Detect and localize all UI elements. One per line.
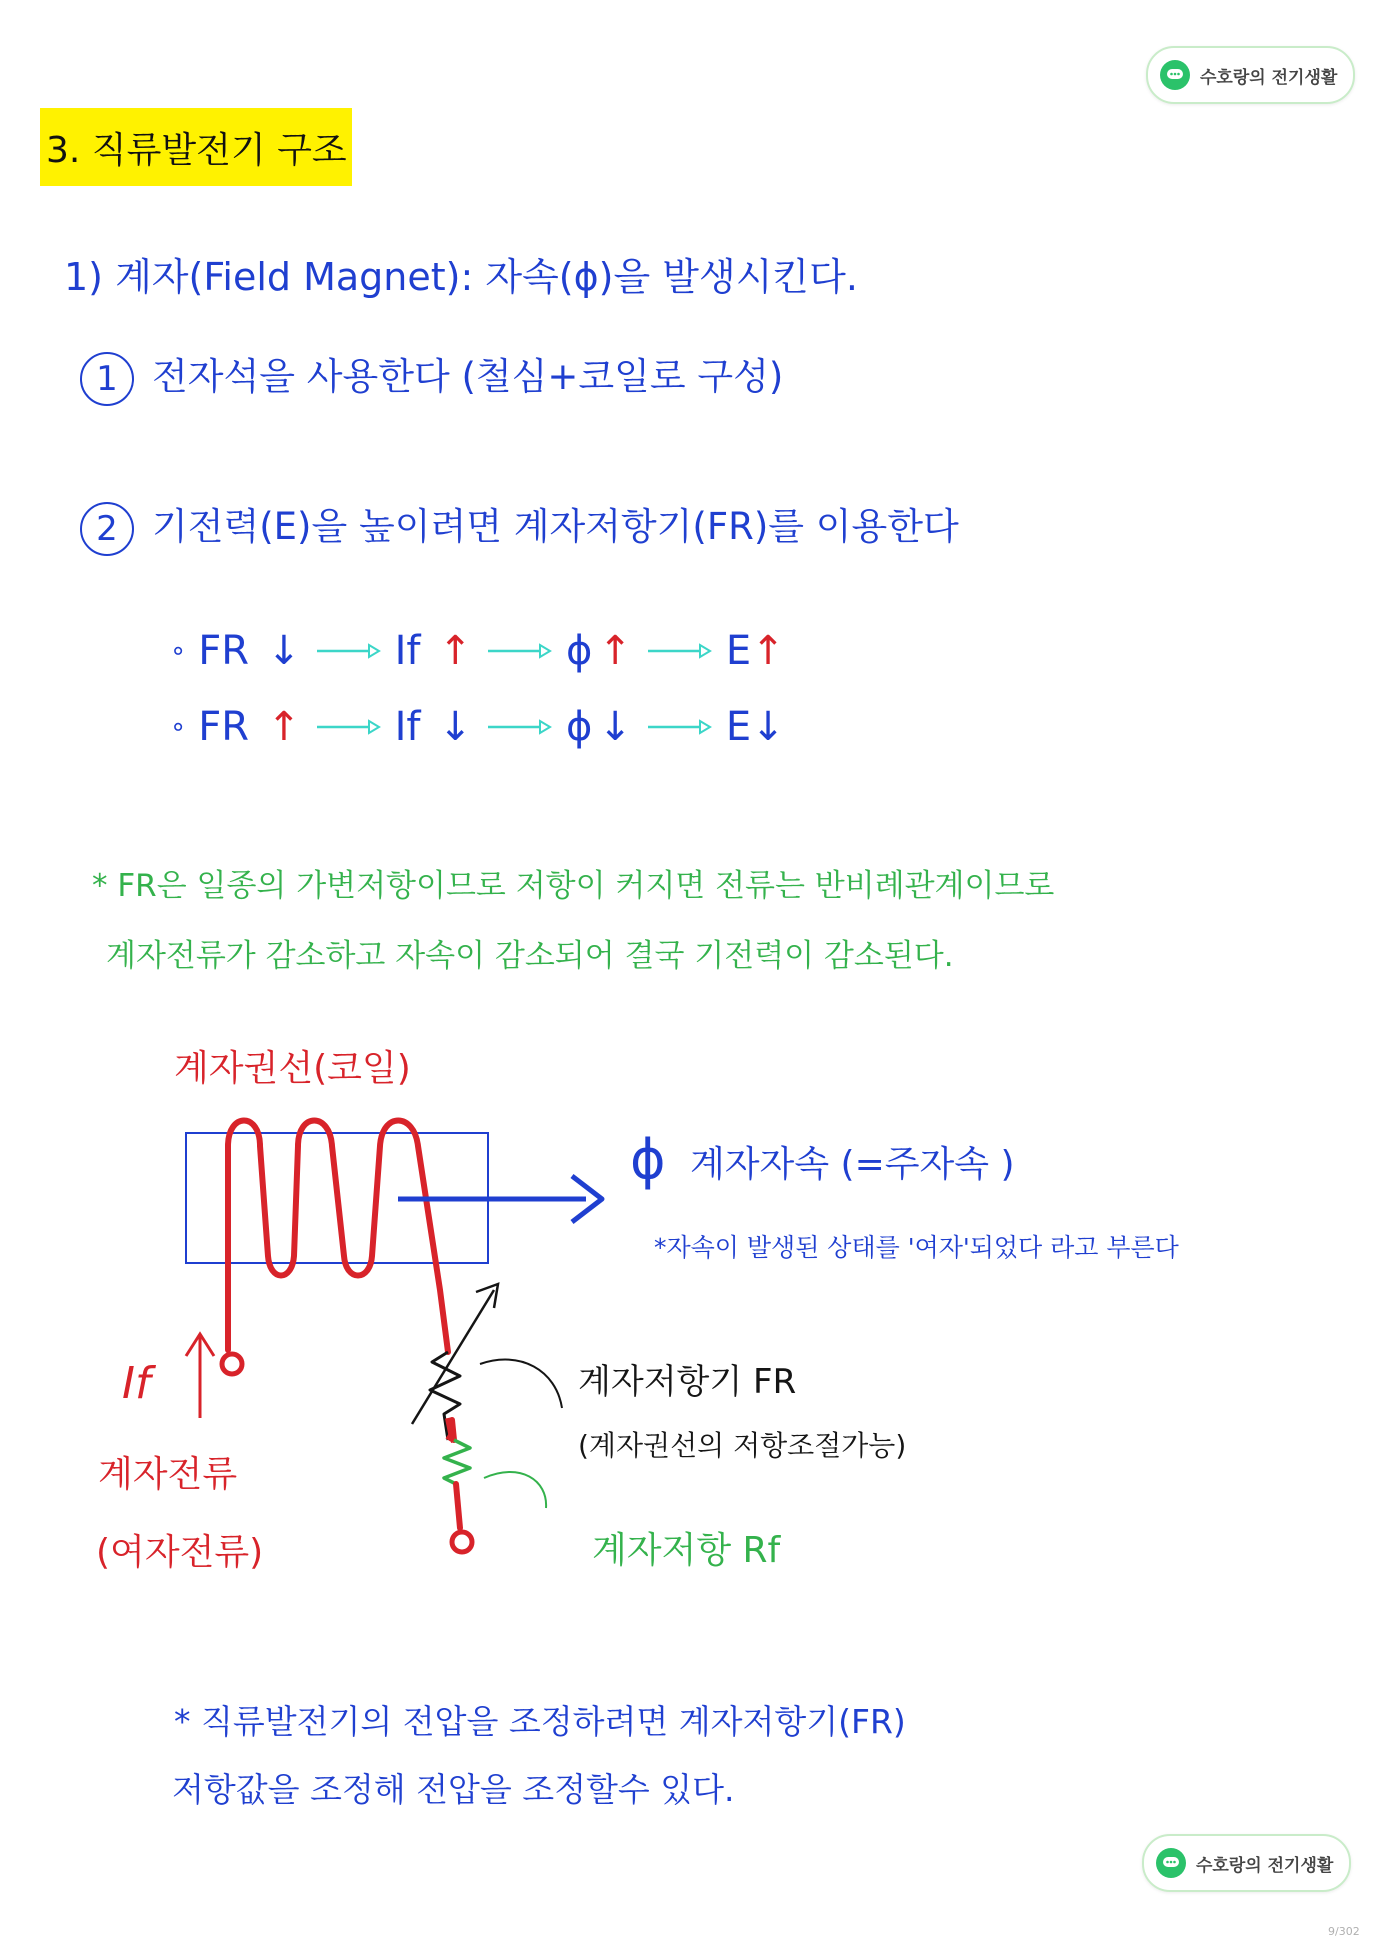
brand-badge-text: 수호랑의 전기생활: [1196, 1855, 1334, 1876]
footer-line-2: 저항값을 조정해 전압을 조정할수 있다.: [172, 1770, 735, 1809]
field-current-label: 계자전류: [98, 1454, 238, 1495]
flow-arrow-icon: [315, 717, 381, 737]
flow-row-2: ∘ FR ↑ If ↓ ϕ ↓ E ↓: [170, 704, 785, 750]
rf-leader-line: [484, 1472, 546, 1508]
brand-badge-bottom: [1142, 1834, 1351, 1892]
flow1-phi-arrow: ↑: [598, 628, 632, 674]
flow2-e-arrow: ↓: [751, 704, 785, 750]
flow1-if: If: [394, 628, 421, 674]
flow2-phi: ϕ: [566, 704, 593, 750]
flow-arrow-icon: [486, 641, 552, 661]
point2-number: 2: [80, 502, 134, 556]
variable-arrow-icon: [412, 1290, 494, 1424]
excite-current-label: (여자전류): [96, 1532, 264, 1573]
flow1-fr-arrow: ↓: [267, 628, 301, 674]
flow1-fr: FR: [198, 628, 250, 674]
flow2-if-arrow: ↓: [438, 704, 473, 750]
point1-text: 전자석을 사용한다 (철심+코일로 구성): [152, 355, 784, 398]
coil-label: 계자권선(코일): [174, 1048, 411, 1089]
brand-badge-top: [1146, 46, 1355, 104]
item1-heading: 1) 계자(Field Magnet): 자속(ϕ)을 발생시킨다.: [64, 255, 858, 299]
fr-leader-line: [480, 1360, 562, 1408]
point2-row: [80, 496, 959, 556]
field-winding-coil: [228, 1121, 448, 1353]
footer-line-1: * 직류발전기의 전압을 조정하려면 계자저항기(FR): [174, 1702, 906, 1741]
section-title: 3. 직류발전기 구조: [40, 108, 352, 186]
flux-label: 계자자속 (=주자속 ): [690, 1144, 1015, 1185]
right-terminal: [452, 1532, 472, 1552]
rf-label: 계자저항 Rf: [592, 1530, 781, 1571]
flow-arrow-icon: [486, 717, 552, 737]
flow2-if: If: [394, 704, 421, 750]
explain-line-2: 계자전류가 감소하고 자속이 감소되어 결국 기전력이 감소된다.: [106, 938, 954, 974]
brand-badge-text: 수호랑의 전기생활: [1200, 67, 1338, 88]
flow-row-1: ∘ FR ↓ If ↑ ϕ ↑ E ↑: [170, 628, 785, 674]
flow-arrow-icon: [646, 717, 712, 737]
explain-line-1: * FR은 일종의 가변저항이므로 저항이 커지면 전류는 반비례관계이므로: [92, 868, 1055, 904]
left-terminal: [222, 1354, 242, 1374]
flow1-e-arrow: ↑: [751, 628, 785, 674]
flow2-fr-arrow: ↑: [267, 704, 301, 750]
chat-bubble-icon: [1156, 1848, 1186, 1878]
flow-arrow-icon: [646, 641, 712, 661]
flow2-phi-arrow: ↓: [598, 704, 632, 750]
fr-sub-label: (계자권선의 저항조절가능): [578, 1429, 907, 1462]
flow1-if-arrow: ↑: [438, 628, 473, 674]
flow2-e: E: [725, 704, 752, 750]
point1-row: [80, 346, 783, 406]
if-label: If: [122, 1358, 151, 1409]
field-resistor-rf: [444, 1440, 470, 1484]
excite-note: *자속이 발생된 상태를 '여자'되었다 라고 부른다: [654, 1233, 1179, 1262]
flow-arrow-icon: [315, 641, 381, 661]
flow1-phi: ϕ: [566, 628, 593, 674]
flow2-fr: FR: [198, 704, 250, 750]
point2-text: 기전력(E)을 높이려면 계자저항기(FR)를 이용한다: [152, 505, 959, 548]
fr-label: 계자저항기 FR: [578, 1362, 797, 1402]
phi-symbol: ϕ: [630, 1128, 666, 1191]
flow1-e: E: [725, 628, 752, 674]
page-number: 9/302: [1328, 1925, 1360, 1938]
chat-bubble-icon: [1160, 60, 1190, 90]
point1-number: 1: [80, 352, 134, 406]
